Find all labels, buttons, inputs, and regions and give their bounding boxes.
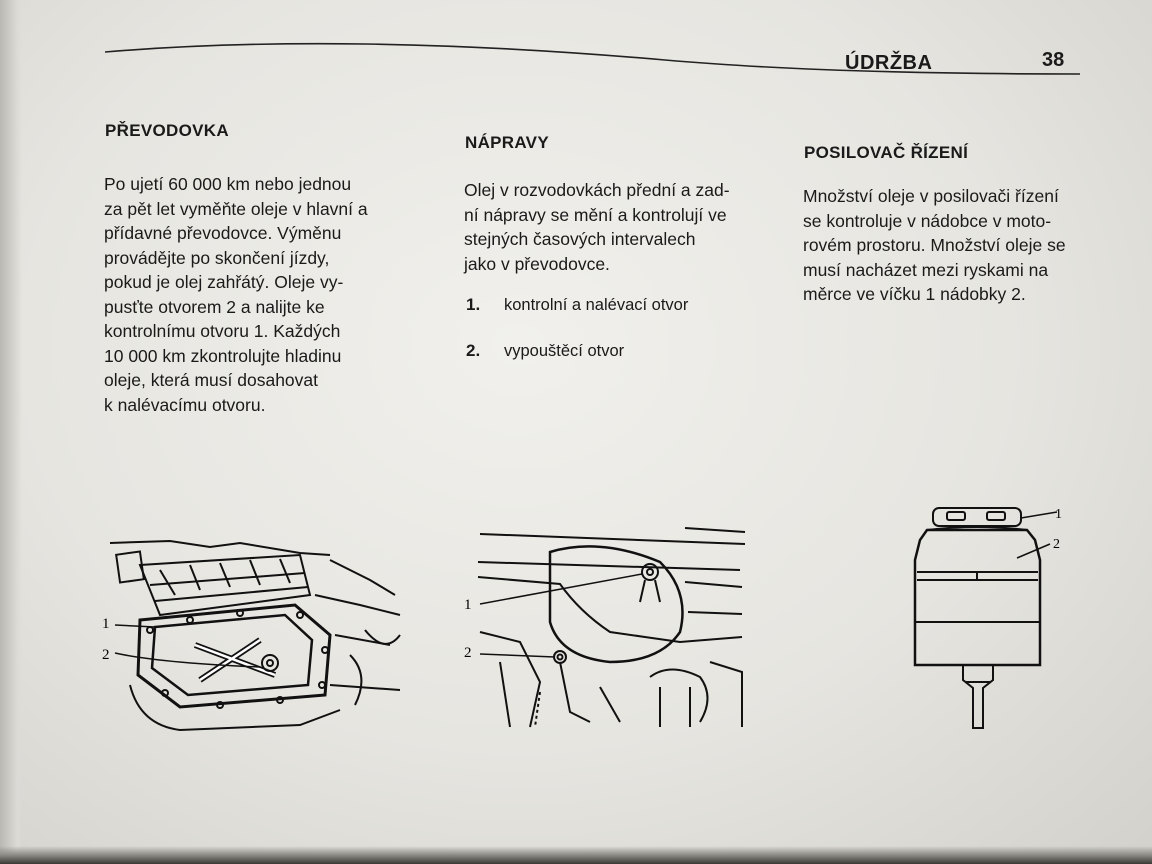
list-number: 2. <box>466 341 481 360</box>
heading-napravy: NÁPRAVY <box>465 133 549 152</box>
gearbox-illustration <box>100 535 405 740</box>
heading-prevodovka: PŘEVODOVKA <box>105 121 229 140</box>
header-rule <box>105 0 1080 90</box>
section-title: ÚDRŽBA <box>845 52 933 74</box>
show-through-text <box>255 120 259 137</box>
text-line: Olej v rozvodovkách přední a zad- <box>464 180 730 200</box>
text-line: za pět let vyměňte oleje v hlavní a <box>104 198 368 219</box>
paragraph-prevodovka <box>104 172 402 417</box>
text-line: se kontroluje v nádobce v moto- <box>803 210 1052 231</box>
text-line: musí nacházet mezi ryskami na <box>803 259 1049 280</box>
text-line: provádějte po skončení jízdy, <box>104 247 330 268</box>
callout-label-1: 1 <box>464 597 472 613</box>
paragraph-napravy <box>464 178 746 276</box>
axle-illustration <box>460 522 750 734</box>
text-line: přídavné převodovce. Výměnu <box>104 223 342 243</box>
page-number: 38 <box>1042 49 1065 71</box>
text-line: měrce ve víčku 1 nádobky 2. <box>803 284 1026 304</box>
text-line: kontrolnímu otvoru 1. Každých <box>104 321 341 341</box>
text-line: rovém prostoru. Množství oleje se <box>803 235 1066 255</box>
callout-label-2: 2 <box>102 647 110 663</box>
callout-label-1: 1 <box>1055 507 1062 522</box>
list-item-1 <box>466 295 688 315</box>
text-line: Množství oleje v posilovači řízení <box>803 186 1059 206</box>
text-line: k nalévacímu otvoru. <box>104 394 266 415</box>
callout-label-1: 1 <box>102 616 110 632</box>
reservoir-illustration <box>905 500 1065 740</box>
text-line: 10 000 km zkontrolujte hladinu <box>104 345 342 366</box>
paragraph-posilovac-rizeni <box>803 184 1080 307</box>
text-line: oleje, která musí dosahovat <box>104 370 319 390</box>
text-line: jako v převodovce. <box>464 253 610 274</box>
text-line: pusťte otvorem 2 a nalijte ke <box>104 296 325 317</box>
callout-label-2: 2 <box>1053 537 1060 552</box>
list-text: kontrolní a nalévací otvor <box>504 296 689 314</box>
list-text: vypouštěcí otvor <box>504 342 625 360</box>
text-line: ní nápravy se mění a kontrolují ve <box>464 204 727 225</box>
callout-label-2: 2 <box>464 645 472 661</box>
heading-posilovac-rizeni: POSILOVAČ ŘÍZENÍ <box>804 143 969 162</box>
list-item-2 <box>466 341 624 361</box>
page-bottom-shadow <box>0 846 1152 864</box>
text-line: stejných časových intervalech <box>464 229 696 249</box>
page-binding-edge <box>0 0 22 864</box>
list-number: 1. <box>466 295 481 314</box>
text-line: Po ujetí 60 000 km nebo jednou <box>104 174 352 194</box>
text-line: pokud je olej zahřátý. Oleje vy- <box>104 272 344 292</box>
